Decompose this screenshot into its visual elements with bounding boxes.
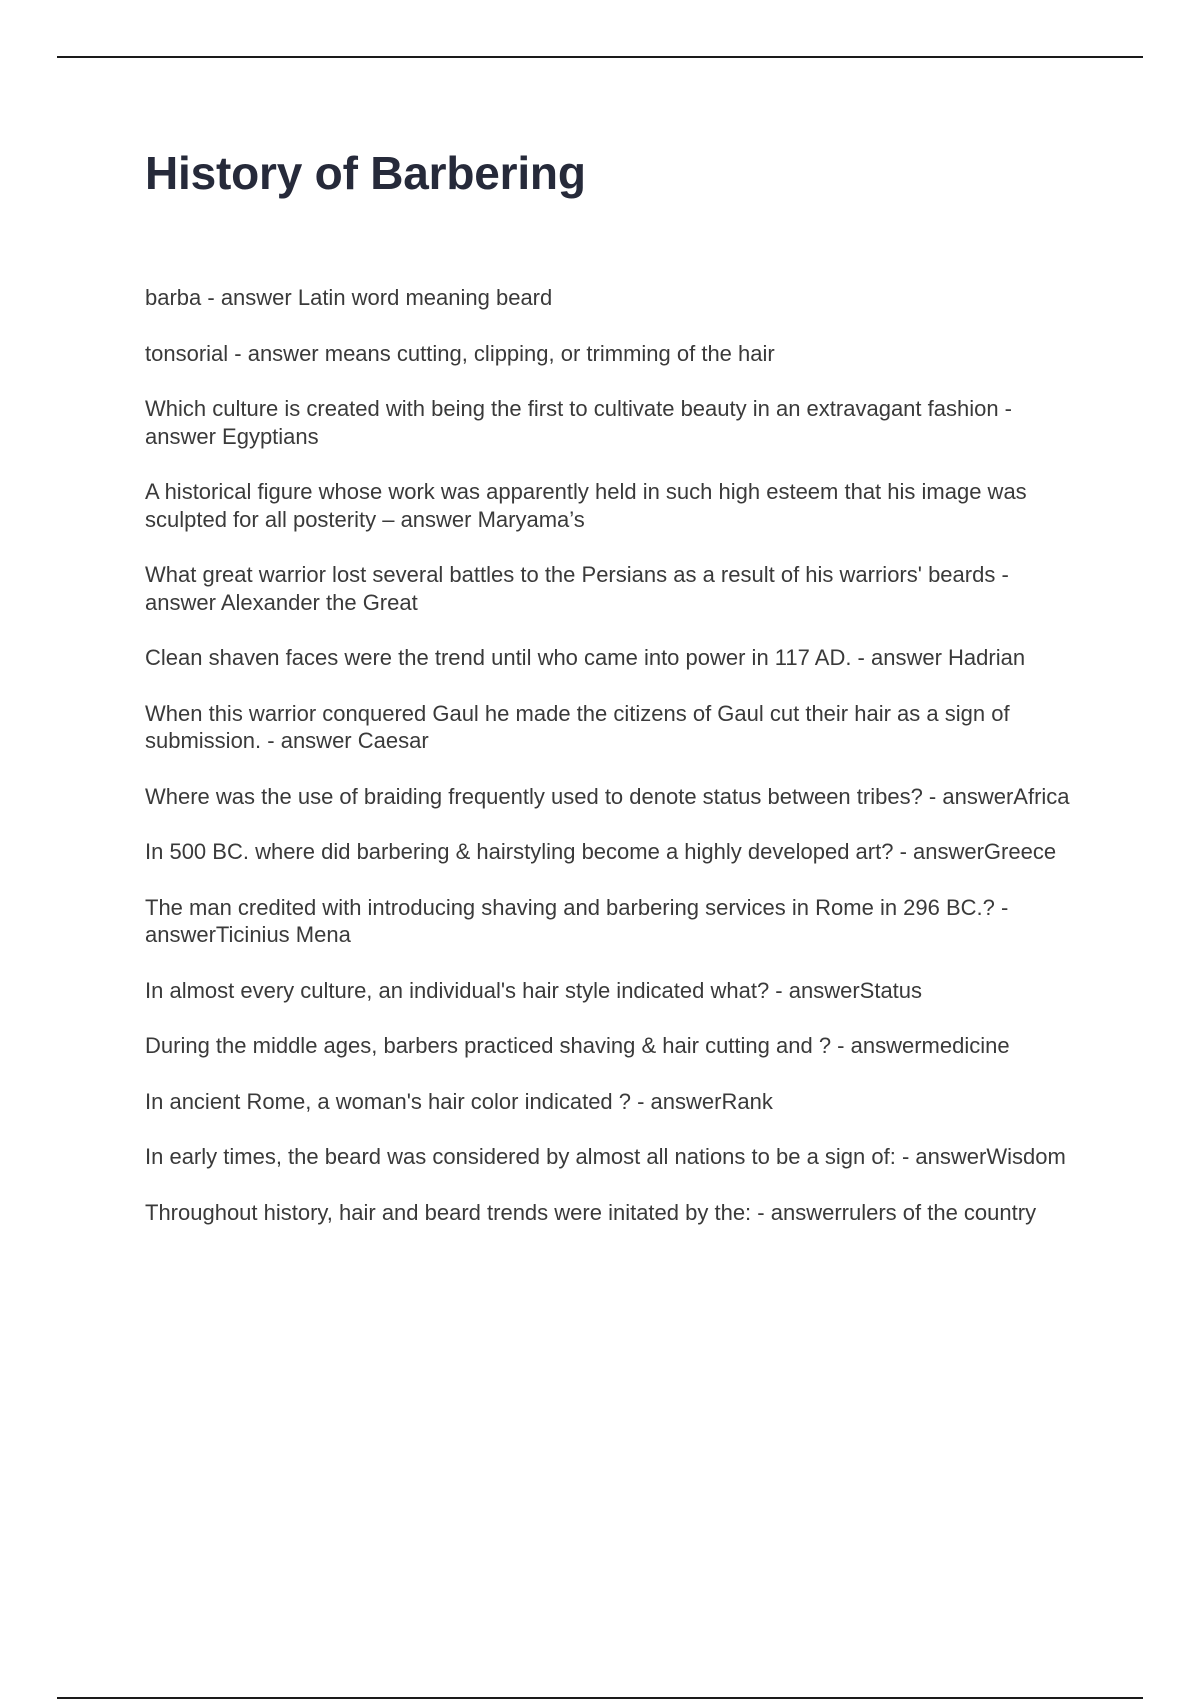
list-item: Where was the use of braiding frequently used to denote status between tribes? - answerAfrica (145, 783, 1070, 809)
list-item: In ancient Rome, a woman's hair color indicated ? - answerRank (145, 1088, 773, 1114)
list-item: In 500 BC. where did barbering & hairstyling become a highly developed art? - answerGreece (145, 839, 1057, 864)
list-item: tonsorial - answer means cutting, clipping, or trimming of the hair (145, 340, 775, 366)
list-item: Throughout history, hair and beard trends were initated by the: - answerrulers of the country (145, 1199, 1037, 1225)
list-item: barba - answer Latin word meaning beard (145, 285, 553, 310)
page-title: History of Barbering (145, 147, 586, 199)
list-item: When this warrior conquered Gaul he made the citizens of Gaul cut their hair as a sign of submission. - answer Caesar (145, 700, 1010, 753)
list-item: A historical figure whose work was apparently held in such high esteem that his image was sculpted for all posterity – answer Maryama’s (145, 479, 1027, 532)
list-item: In almost every culture, an individual's hair style indicated what? - answerStatus (145, 977, 923, 1003)
bottom-divider (57, 1697, 1143, 1699)
list-item: Clean shaven faces were the trend until who came into power in 117 AD. - answer Hadrian (145, 645, 1026, 670)
list-item: The man credited with introducing shaving and barbering services in Rome in 296 BC.? - answerTicinius Mena (145, 894, 1009, 947)
list-item: In early times, the beard was considered by almost all nations to be a sign of: - answerWisdom (145, 1144, 1066, 1169)
list-item: Which culture is created with being the first to cultivate beauty in an extravagant fashion - answer Egyptians (145, 396, 1013, 449)
top-divider (57, 56, 1143, 58)
list-item: During the middle ages, barbers practiced shaving & hair cutting and ? - answermedicine (145, 1033, 1010, 1058)
list-item: What great warrior lost several battles to the Persians as a result of his warriors' beards - answer Alexander the Great (145, 562, 1009, 615)
qa-list (145, 284, 1085, 1254)
